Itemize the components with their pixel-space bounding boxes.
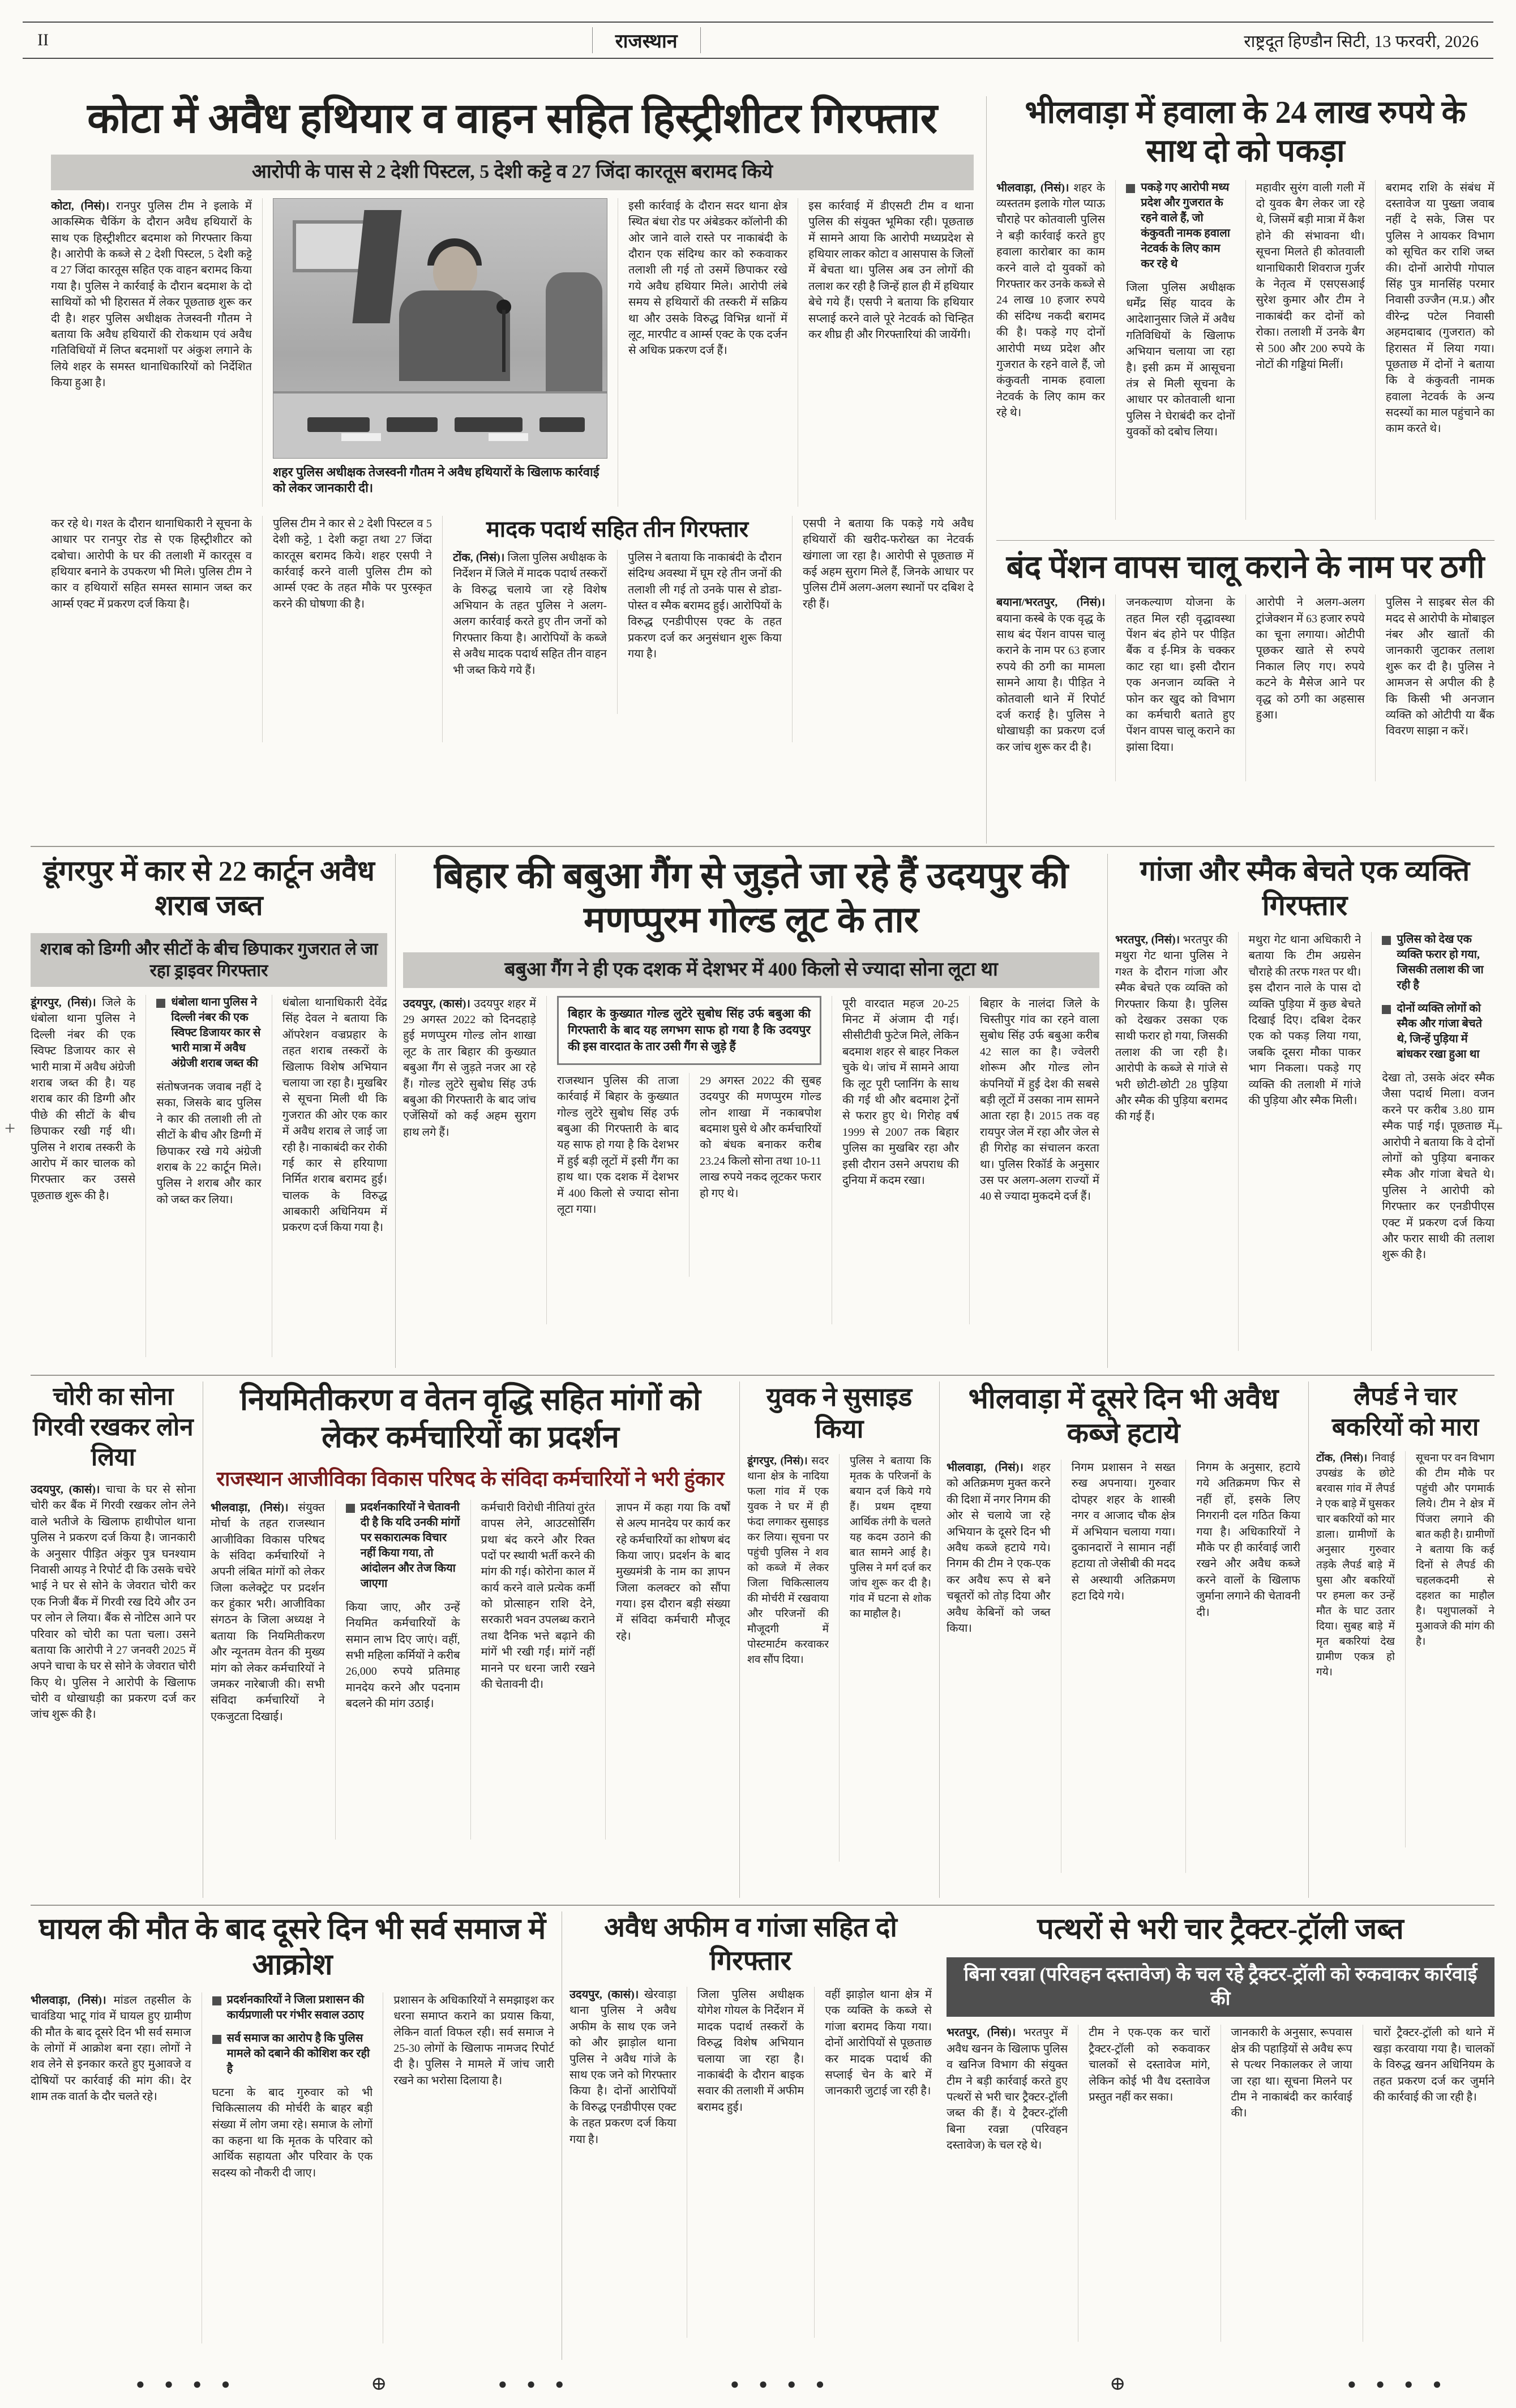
ganja-column-3 <box>1371 932 1494 1351</box>
kabje-headline: भीलवाड़ा में दूसरे दिन भी अवैध कब्जे हटाये <box>968 1383 1279 1449</box>
tractor-subhead-bar: बिना रवन्ना (परिवहन दस्तावेज) के चल रहे ट्रैक्टर-ट्रॉली को रुकवाकर कार्रवाई की <box>947 1957 1494 2017</box>
madak-headline: मादक पदार्थ सहित तीन गिरफ्तार <box>486 516 749 542</box>
babua-column-2b: 29 अगस्त 2022 की सुबह उदयपुर की मणप्पुरम गोल्ड लोन शाखा में नकाबपोश बदमाश घुसे थे और कर्मचारियों को बंधक बनाकर करीब 23.24 किलो सोना तथा 10-11 लाख रुपये नकद लूटकर फरार हो गए थे। <box>689 1073 821 1277</box>
hawala-column-2 <box>1115 180 1235 520</box>
aakrosh-column-1 <box>31 1992 191 2343</box>
column-divider <box>1308 1382 1309 1898</box>
tractor-headline: पत्थरों से भरी चार ट्रैक्टर-ट्रॉली जब्त <box>1037 1913 1404 1945</box>
leopard-column-2: सूचना पर वन विभाग की टीम मौके पर पहुंची और पगमार्क लिये। टीम ने क्षेत्र में पिंजरा लगाने की बात कही है। ग्रामीणों ने बताया कि कई दिनों से लैपर्ड की चहलकदमी से दहशत का माहौल है। पशुपालकों ने मुआवजे की मांग की है। <box>1405 1451 1494 1847</box>
hawala-column-1-text: शहर के व्यस्ततम इलाके गोल प्याऊ चौराहे पर कोतवाली पुलिस ने बड़ी कार्रवाई करते हुए हवाला कारोबार का काम करने वाले दो युवकों को गिरफ्तार कर उनके कब्जे से 24 लाख 10 हजार रुपये की संदिग्ध नकदी बरामद की है। पकड़े गए दोनों आरोपी मध्य प्रदेश और गुजरात के रहने वाले हैं, जो कंकुवती नामक हवाला नेटवर्क के लिए काम कर रहे थे। <box>996 181 1106 420</box>
crop-mark-left: + <box>5 1118 16 1139</box>
kota-column-4: इस कार्रवाई में डीएसटी टीम व थाना पुलिस की संयुक्त भूमिका रही। पूछताछ में सामने आया कि आरोपी मध्यप्रदेश से हथियार लाकर कोटा व आसपास के जिलों में बेचता था। पुलिस अब उन लोगों की तलाश कर रही है जिन्हें हाल ही में हथियार बेचे गये हैं। एसपी ने बताया कि हथियार सप्लाई करने वाले पूरे नेटवर्क को चिन्हित कर शीघ्र ही और गिरफ्तारियां की जायेंगी। <box>798 198 974 507</box>
leopard-column-1-text: निवाई उपखंड के छोटे बरवास गांव में लैपर्ड ने एक बाड़े में घुसकर चार बकरियों को मार डाला। ग्रामीणों के अनुसार गुरुवार तड़के लैपर्ड बाड़े में घुसा और बकरियों पर हमला कर उन्हें मौत के घाट उतार दिया। सुबह बाड़े में मृत बकरियां देख ग्रामीण एकत्र हो गये। <box>1316 1452 1395 1678</box>
square-bullet-icon <box>1382 936 1391 945</box>
pension-dateline: बयाना/भरतपुर, (निसं)। <box>996 596 1106 609</box>
dungarpur-highlight-text: धंबोला थाना पुलिस ने दिल्ली नंबर की एक स्विफ्ट डिजायर कार से भारी मात्रा में अवैध अंग्रेजी शराब जब्त की <box>171 996 261 1070</box>
suicide-headline: युवक ने सुसाइड किया <box>766 1383 913 1444</box>
edition-title: राजस्थान <box>592 27 701 53</box>
pension-columns <box>996 594 1494 781</box>
tractor-column-2: टीम ने एक-एक कर चारों ट्रैक्टर-ट्रॉली को रुकवाकर चालकों से दस्तावेज मांगे, लेकिन कोई भी वैध दस्तावेज प्रस्तुत नहीं कर सका। <box>1078 2025 1210 2342</box>
dungarpur-columns <box>31 995 387 1357</box>
article-sarv-samaj-aakrosh <box>31 1911 554 2360</box>
pradarshan-highlight-text: प्रदर्शनकारियों ने चेतावनी दी है कि यदि उनकी मांगों पर सकारात्मक विचार नहीं किया गया, तो आंदोलन और तेज किया जाएगा <box>360 1500 460 1590</box>
suicide-column-1 <box>747 1454 829 1862</box>
section-rule <box>31 1375 1494 1376</box>
article-leopard <box>1316 1382 1494 1898</box>
hawala-columns <box>996 180 1494 520</box>
pradarshan-dateline: भीलवाड़ा, (निसं)। <box>211 1501 298 1514</box>
photo-caption: शहर पुलिस अधीक्षक तेजस्वनी गौतम ने अवैध हथियारों के खिलाफ कार्रवाई को लेकर जानकारी दी। <box>273 464 599 495</box>
second-officer-figure <box>546 272 602 391</box>
afeem-column-1-text: खेरवाड़ा थाना पुलिस ने अवैध अफीम के साथ एक जने को और झाड़ोल थाना पुलिस ने अवैध गांजे के साथ एक जने को गिरफ्तार किया है। दोनों आरोपियों के विरुद्ध एनडीपीएस एक्ट के तहत प्रकरण दर्ज किया गया है। <box>569 1988 676 2146</box>
pradarshan-column-1-text: संयुक्त मोर्चा के तहत राजस्थान आजीविका विकास परिषद के संविदा कर्मचारियों ने अपनी लंबित मांगों को लेकर जिला कलेक्ट्रेट पर प्रदर्शन कर हुंकार भरी। आजीविका संगठन के जिला अध्यक्ष ने बताया कि नियमितीकरण और न्यूनतम वेतन की मुख्य मांग को लेकर कर्मचारियों ने जमकर नारेबाजी की। सभी संविदा कर्मचारियों ने एकजुटता दिखाई। <box>211 1501 325 1723</box>
registration-dots: ● ● ● ● <box>1347 2376 1450 2392</box>
tractor-column-1-text: भरतपुर में अवैध खनन के खिलाफ पुलिस व खनिज विभाग की संयुक्त टीम ने बड़ी कार्रवाई करते हुए पत्थरों से भरी चार ट्रैक्टर-ट्रॉली जब्त की हैं। ये ट्रैक्टर-ट्रॉली बिना रवन्ना (परिवहन दस्तावेज) के चल रहे थे। <box>947 2026 1068 2152</box>
pension-column-1 <box>996 594 1105 781</box>
aakrosh-column-2 <box>202 1992 373 2343</box>
dungarpur-dateline: डूंगरपुर, (निसं)। <box>31 996 102 1009</box>
kota-column-1 <box>51 198 252 507</box>
suicide-dateline: डूंगरपुर, (निसं)। <box>747 1455 812 1468</box>
seized-weapon-shape <box>387 417 438 432</box>
pension-column-2: जनकल्याण योजना के तहत मिल रही वृद्धावस्था पेंशन बंद होने पर पीड़ित बैंक व ई-मित्र के चक्कर काट रहा था। इसी दौरान एक अनजान व्यक्ति ने फोन कर खुद को विभाग का कर्मचारी बताते हुए पेंशन वापस चालू कराने का झांसा दिया। <box>1115 594 1235 781</box>
babua-highlight-box: बिहार के कुख्यात गोल्ड लुटेरे सुबोध सिंह उर्फ बबुआ की गिरफ्तारी के बाद यह लगभग साफ हो गया है कि उदयपुर की इस वारदात के तार उसी गैंग से जुड़े हैं <box>557 996 821 1065</box>
afeem-column-1 <box>569 1987 676 2338</box>
article-hawala <box>996 93 1494 532</box>
hawala-column-2-text: जिला पुलिस अधीक्षक धर्मेंद्र सिंह यादव के आदेशानुसार जिले में अवैध गतिविधियों के खिलाफ अभियान चलाया जा रहा है। इसी क्रम में आसूचना तंत्र से मिली सूचना के आधार पर कोतवाली थाना पुलिस ने घेराबंदी कर दोनों युवकों को दबोच लिया। <box>1126 281 1235 439</box>
leopard-headline: लैपर्ड ने चार बकरियों को मारा <box>1331 1383 1479 1441</box>
pradarshan-column-4: ज्ञापन में कहा गया कि वर्षों से अल्प मानदेय पर कार्य कर रहे कर्मचारियों का शोषण बंद किया जाए। प्रदर्शन के बाद मुख्यमंत्री के नाम का ज्ञापन जिला कलक्टर को सौंपा गया। इस दौरान बड़ी संख्या में संविदा कर्मचारी मौजूद रहे। <box>605 1500 730 1840</box>
square-bullet-icon <box>1382 1005 1391 1014</box>
hawala-column-1 <box>996 180 1105 520</box>
tractor-dateline: भरतपुर, (निसं)। <box>947 2026 1023 2039</box>
article-sona-loan <box>31 1382 196 1898</box>
ganja-dateline: भरतपुर, (निसं)। <box>1115 934 1183 946</box>
sona-body-text: चाचा के घर से सोना चोरी कर बैंक में गिरवी रखकर लोन लेने वाले भतीजे के खिलाफ हाथीपोल थाना पुलिस ने प्रकरण दर्ज किया है। जानकारी के अनुसार पीड़ित अंकुर पुत्र घनश्याम निवासी आयड़ ने रिपोर्ट दी कि उसके चचेरे भाई ने घर से सोने के जेवरात चोरी कर एक निजी बैंक में गिरवी रख दिये और उन पर लोन ले लिया। बैंक से नोटिस आने पर परिवार को चोरी का पता चला। उसने बताया कि आरोपी ने 27 जनवरी 2025 में अपने चाचा के घर से सोने के जेवरात चोरी किए थे। पुलिस ने आरोपी के खिलाफ चोरी व धोखाधड़ी का प्रकरण दर्ज कर जांच शुरू की है। <box>31 1483 196 1721</box>
square-bullet-icon <box>212 2035 221 2044</box>
ganja-highlight-2-text: दोनों व्यक्ति लोगों को स्मैक और गांजा बेचते थे, जिन्हें पुड़िया में बांधकर रखा हुआ था <box>1397 1002 1483 1060</box>
article-kota-weapons <box>51 93 974 844</box>
section-rule <box>31 1905 1494 1906</box>
kabje-column-3: निगम के अनुसार, हटाये गये अतिक्रमण फिर से नहीं हों, इसके लिए निगरानी दल गठित किया गया है। अधिकारियों ने मौके पर ही कार्रवाई जारी रखने और अवैध कब्जे करने वालों के खिलाफ जुर्माना लगाने की चेतावनी दी। <box>1185 1460 1300 1873</box>
section-rule <box>31 846 1494 847</box>
pradarshan-headline: नियमितीकरण व वेतन वृद्धि सहित मांगों को लेकर कर्मचारियों का प्रदर्शन <box>240 1383 701 1454</box>
masthead-date: राष्ट्रदूत हिण्डौन सिटी, 13 फरवरी, 2026 <box>1244 32 1479 51</box>
sona-body <box>31 1482 196 1855</box>
aakrosh-highlight-1 <box>212 1992 373 2023</box>
seized-weapon-shape <box>539 417 585 432</box>
dungarpur-subhead-bar: शराब को डिग्गी और सीटों के बीच छिपाकर गुजरात ले जा रहा ड्राइवर गिरफ्तार <box>31 933 387 987</box>
ganja-highlight-2 <box>1382 1001 1494 1062</box>
hawala-highlight <box>1126 180 1235 272</box>
seized-weapon-shape <box>307 417 370 432</box>
ganja-headline: गांजा और स्मैक बेचते एक व्यक्ति गिरफ्तार <box>1140 855 1470 921</box>
babua-column-1 <box>403 996 536 1324</box>
aakrosh-highlight-1-text: प्रदर्शनकारियों ने जिला प्रशासन की कार्यप्रणाली पर गंभीर सवाल उठाए <box>226 1993 365 2021</box>
article-suicide <box>747 1382 931 1898</box>
square-bullet-icon <box>156 999 165 1008</box>
pension-column-4: पुलिस ने साइबर सेल की मदद से आरोपी के मोबाइल नंबर और खातों की जानकारी जुटाकर तलाश शुरू कर दी है। पुलिस ने आमजन से अपील की है कि किसी भी अनजान व्यक्ति को ओटीपी या बैंक विवरण साझा न करें। <box>1375 594 1494 781</box>
hawala-column-4: बरामद राशि के संबंध में दस्तावेज या पुख्ता जवाब नहीं दे सके, जिस पर पुलिस ने आयकर विभाग को सूचित कर राशि जब्त की। दोनों आरोपी गोपाल सिंह पुत्र मानसिंह परमार निवासी उज्जैन (म.प्र.) और वीरेन्द्र पटेल निवासी अहमदाबाद (गुजरात) को हिरासत में लिया गया। पूछताछ में दोनों ने बताया कि वे कंकुवती नामक हवाला नेटवर्क के अन्य सदस्यों का माल पहुंचाने का काम करते थे। <box>1375 180 1494 520</box>
afeem-dateline: उदयपुर, (कासं)। <box>569 1988 644 2001</box>
kota-photo-block <box>262 198 607 507</box>
pension-headline: बंद पेंशन वापस चालू कराने के नाम पर ठगी <box>1006 550 1485 585</box>
afeem-headline: अवैध अफीम व गांजा सहित दो गिरफ्तार <box>604 1913 897 1976</box>
kabje-dateline: भीलवाड़ा, (निसं)। <box>947 1461 1033 1474</box>
kota-dateline: कोटा, (निसं)। <box>51 199 116 212</box>
wall-frame-shape <box>293 220 366 272</box>
kota-column-3: इसी कार्रवाई के दौरान सदर थाना क्षेत्र स्थित बंधा रोड पर अंबेडकर कॉलोनी की ओर जाने वाले रास्ते पर नाकाबंदी के दौरान एक संदिग्ध कार को रुकवाकर तलाशी ली गई तो उसमें छिपाकर रखे गये अवैध हथियार मिले। आरोपी लंबे समय से हथियारों की तस्करी में सक्रिय था और उसके विरुद्ध विभिन्न थानों में लूट, मारपीट व आर्म्स एक्ट के एक दर्जन से अधिक प्रकरण दर्ज हैं। <box>618 198 787 507</box>
press-photo <box>273 198 607 459</box>
ganja-column-3-text: देखा तो, उसके अंदर स्मैक जैसा पदार्थ मिला। वजन करने पर करीब 3.80 ग्राम स्मैक पाई गई। पूछताछ में आरोपी ने बताया कि वे दोनों लोगों को पुड़िया बनाकर स्मैक और गांजा बेचते थे। पुलिस ने आरोपी को गिरफ्तार कर एनडीपीएस एक्ट में प्रकरण दर्ज किया और फरार साथी की तलाश शुरू की है। <box>1382 1072 1494 1261</box>
microphone-stand-shape <box>502 310 506 372</box>
dungarpur-column-1 <box>31 995 135 1357</box>
registration-dots: ● ● ● ● <box>730 2376 833 2392</box>
madak-column-1 <box>453 550 607 714</box>
leopard-column-1 <box>1316 1451 1395 1847</box>
paper-shape <box>341 433 381 441</box>
pradarshan-columns <box>211 1500 730 1840</box>
dungarpur-column-2 <box>145 995 261 1357</box>
tractor-columns <box>947 2025 1494 2342</box>
kabje-column-2: निगम प्रशासन ने सख्त रुख अपनाया। गुरुवार दोपहर शहर के शास्त्री नगर व आजाद चौक क्षेत्र में अभियान चलाया गया। दुकानदारों ने सामान नहीं हटाया तो जेसीबी की मदद से अस्थायी अतिक्रमण हटा दिये गये। <box>1061 1460 1176 1873</box>
babua-subhead-bar: बबुआ गैंग ने ही एक दशक में देशभर में 400 किलो से ज्यादा सोना लूटा था <box>403 952 1099 988</box>
dungarpur-column-2-text: संतोषजनक जवाब नहीं दे सका, जिसके बाद पुलिस ने कार की तलाशी ली तो सीटों के बीच और डिग्गी में छिपाकर रखे गये अंग्रेजी शराब के 22 कार्टून मिले। पुलिस ने शराब और कार को जब्त कर लिया। <box>156 1081 262 1206</box>
babua-headline: बिहार की बबुआ गैंग से जुड़ते जा रहे हैं उदयपुर की मणप्पुरम गोल्ड लूट के तार <box>434 856 1069 940</box>
madak-column-2: पुलिस ने बताया कि नाकाबंदी के दौरान संदिग्ध अवस्था में घूम रहे तीन जनों की तलाशी ली गई तो उनके पास से डोडा-पोस्त व स्मैक बरामद हुई। आरोपियों के विरुद्ध एनडीपीएस एक्ट के तहत प्रकरण दर्ज कर अनुसंधान शुरू किया गया है। <box>617 550 782 714</box>
madak-dateline: टोंक, (निसं)। <box>453 551 508 564</box>
pradarshan-subhead: राजस्थान आजीविका विकास परिषद के संविदा कर्मचारियों ने भरी हुंकार <box>216 1467 725 1490</box>
tractor-column-1 <box>947 2025 1068 2342</box>
registration-crosshair-icon: ⊕ <box>1110 2373 1126 2394</box>
babua-column-1-text: उदयपुर शहर में 29 अगस्त 2022 को दिनदहाड़े हुई मणप्पुरम गोल्ड लोन शाखा लूट के तार बिहार की कुख्यात बबुआ गैंग से जुड़ते नजर आ रहे हैं। गोल्ड लुटेरे सुबोध सिंह उर्फ बबुआ की गिरफ्तारी के बाद जांच एजेंसियों को कई अहम सुराग हाथ लगे हैं। <box>403 997 536 1139</box>
column-divider <box>939 1382 940 1898</box>
babua-dateline: उदयपुर, (कासं)। <box>403 997 474 1010</box>
babua-column-5: बिहार के नालंदा जिले के चिस्तीपुर गांव का रहने वाला सुबोध सिंह उर्फ बबुआ करीब 42 साल का है। ज्वेलरी शोरूम और गोल्ड लोन कंपनियों में हुई देश की सबसे बड़ी लूटों में उसका नाम सामने आता रहा है। 2015 तक वह रायपुर जेल में रहा और जेल से ही गिरोह का संचालन करता था। पुलिस रिकॉर्ड के अनुसार उस पर अलग-अलग राज्यों में 40 से ज्यादा मुकदमे दर्ज हैं। <box>969 996 1099 1324</box>
aakrosh-column-1-text: मांडल तहसील के चावंडिया भाटू गांव में घायल हुए ग्रामीण की मौत के बाद दूसरे दिन भी सर्व समाज के लोगों में आक्रोश बना रहा। लोगों ने शव लेने से इनकार करते हुए मुआवजे व दोषियों पर कार्रवाई की मांग की। देर शाम तक वार्ता के दौर चलते रहे। <box>31 1994 191 2103</box>
pension-column-3: आरोपी ने अलग-अलग ट्रांजेक्शन में 63 हजार रुपये का चूना लगाया। ओटीपी पूछकर खाते से रुपये निकाल लिए गए। रुपये कटने के मैसेज आने पर वृद्ध को ठगी का अहसास हुआ। <box>1245 594 1365 781</box>
article-pension-thagi <box>996 548 1494 844</box>
article-babua-gang <box>403 854 1099 1368</box>
registration-dots: ● ● ● ● <box>136 2376 238 2392</box>
seized-weapon-shape <box>455 417 523 432</box>
aakrosh-dateline: भीलवाड़ा, (निसं)। <box>31 1994 114 2007</box>
square-bullet-icon <box>1126 184 1135 193</box>
babua-middle-columns <box>557 1073 821 1277</box>
aakrosh-headline: घायल की मौत के बाद दूसरे दिन भी सर्व समाज में आक्रोश <box>38 1913 546 1982</box>
square-bullet-icon <box>212 1996 221 2005</box>
ganja-highlight-1 <box>1382 932 1494 993</box>
afeem-columns <box>569 1987 932 2338</box>
kota-column-1-text: रानपुर पुलिस टीम ने इलाके में आकस्मिक चैकिंग के दौरान अवैध हथियारों के साथ एक हिस्ट्रीशीटर बदमाश को गिरफ्तार किया है। आरोपी के कब्जे से 2 देशी पिस्टल, 5 देशी कट्टे व 27 जिंदा कारतूस सहित एक वाहन बरामद किया गया है। पुलिस ने कार्रवाई के दौरान बदमाश के दो साथियों को भी हिरासत में लेकर पूछताछ शुरू कर दी है। शहर पुलिस अधीक्षक तेजस्वनी गौतम ने बताया कि अवैध हथियारों की रोकथाम एवं अवैध गतिविधियों में लिप्त बदमाशों पर अंकुश लगाने के लिये शहर के समस्त थानाधिकारियों को निर्देशित किया हुआ है। <box>51 199 252 390</box>
kabje-columns <box>947 1460 1300 1873</box>
leopard-columns <box>1316 1451 1494 1847</box>
kota-column-7: एसपी ने बताया कि पकड़े गये अवैध हथियारों की खरीद-फरोख्त का नेटवर्क खंगाला जा रहा है। आरोपी से पूछताछ में कई अहम सुराग मिले हैं, जिनके आधार पर पुलिस टीमें अलग-अलग स्थानों पर दबिश दे रही हैं। <box>792 516 974 742</box>
pension-column-1-text: बयाना कस्बे के एक वृद्ध के साथ बंद पेंशन वापस चालू कराने के नाम पर 63 हजार रुपये की ठगी का मामला सामने आया है। पीड़ित ने कोतवाली थाने में रिपोर्ट दर्ज कराई है। पुलिस ने धोखाधड़ी का प्रकरण दर्ज कर जांच शुरू कर दी है। <box>996 612 1106 754</box>
article-karmchari-pradarshan <box>211 1382 730 1898</box>
officer-figure <box>399 290 510 381</box>
tractor-column-3: जानकारी के अनुसार, रूपवास क्षेत्र की पहाड़ियों से अवैध रूप से पत्थर निकालकर ले जाया जा रहा था। सूचना मिलने पर टीम ने नाकाबंदी कर कार्रवाई की। <box>1220 2025 1352 2342</box>
article-kabje-hataye <box>947 1382 1300 1898</box>
kabje-column-1-text: शहर को अतिक्रमण मुक्त करने की दिशा में नगर निगम की ओर से चलाये जा रहे अभियान के दूसरे दिन भी अवैध कब्जे हटाये गये। निगम की टीम ने एक-एक कर अवैध रूप से बने चबूतरों को तोड़ दिया और अवैध केबिनों को जब्त किया। <box>947 1461 1051 1635</box>
aakrosh-highlight-2 <box>212 2031 373 2077</box>
kota-column-6: पुलिस टीम ने कार से 2 देशी पिस्टल व 5 देशी कट्टे, 1 देशी कट्टा तथा 27 जिंदा कारतूस बरामद किये। शहर एसपी ने कार्रवाई करने वाली पुलिस टीम को आर्म्स एक्ट के तहत मौके पर पुरस्कृत करने की घोषणा की है। <box>262 516 432 742</box>
suicide-column-2: पुलिस ने बताया कि मृतक के परिजनों के बयान दर्ज किये गये हैं। प्रथम दृष्टया आर्थिक तंगी के चलते यह कदम उठाने की बात सामने आई है। पुलिस ने मर्ग दर्ज कर जांच शुरू कर दी है। गांव में घटना से शोक का माहौल है। <box>839 1454 931 1862</box>
leopard-dateline: टोंक, (निसं)। <box>1316 1452 1372 1465</box>
aakrosh-column-3: प्रशासन के अधिकारियों ने समझाइश कर धरना समाप्त कराने का प्रयास किया, लेकिन वार्ता विफल रही। सर्व समाज ने 25-30 लोगों के खिलाफ नामजद रिपोर्ट दी है। पुलिस ने मामले में जांच जारी रखने का भरोसा दिलाया है। <box>383 1992 554 2343</box>
subarticle-madak-padarth <box>442 516 782 742</box>
tractor-column-4: चारों ट्रैक्टर-ट्रॉली को थाने में खड़ा करवाया गया है। चालकों के विरुद्ध खनन अधिनियम के तहत प्रकरण दर्ज कर जुर्माने की कार्रवाई की जा रही है। <box>1363 2025 1494 2342</box>
crop-mark-right: + <box>1492 1118 1504 1139</box>
kota-row-2 <box>51 516 974 742</box>
ganja-column-2: मथुरा गेट थाना अधिकारी ने बताया कि टीम अग्रसेन चौराहे की तरफ गश्त पर थी। इस दौरान नाले के पास दो व्यक्ति पुड़िया में कुछ बेचते दिखाई दिए। दबिश देकर एक को पकड़ लिया गया, जबकि दूसरा मौका पाकर भाग निकला। पकड़े गए व्यक्ति की तलाशी में गांजे की पुड़िया और स्मैक मिली। <box>1238 932 1361 1351</box>
babua-columns <box>403 996 1099 1324</box>
kota-row-1 <box>51 198 974 507</box>
kota-headline: कोटा में अवैध हथियार व वाहन सहित हिस्ट्रीशीटर गिरफ्तार <box>87 96 937 142</box>
column-divider <box>1107 854 1108 1368</box>
article-tractor-trolley <box>947 1911 1494 2360</box>
article-afeem-ganja <box>569 1911 932 2360</box>
ganja-column-1 <box>1115 932 1228 1351</box>
page-number: II <box>37 31 49 49</box>
pradarshan-highlight <box>346 1500 460 1592</box>
aakrosh-columns <box>31 1992 554 2343</box>
column-divider <box>739 1382 740 1898</box>
column-divider <box>395 854 396 1368</box>
pradarshan-column-2 <box>335 1500 460 1840</box>
ganja-column-1-text: भरतपुर की मथुरा गेट थाना पुलिस ने गश्त के दौरान गांजा और स्मैक बेचते एक व्यक्ति को गिरफ्तार किया है। पुलिस को देखकर उसका एक साथी फरार हो गया, जिसकी तलाश की जा रही है। आरोपी के कब्जे से गांजे से भरी छोटी-छोटी 28 पुड़िया और स्मैक की पुड़िया बरामद की गई हैं। <box>1115 934 1228 1123</box>
kota-column-5: कर रहे थे। गश्त के दौरान थानाधिकारी ने सूचना के आधार पर रानपुर रोड से एक हिस्ट्रीशीटर को दबोचा। आरोपी के घर की तलाशी में कारतूस व हथियार बनाने के उपकरण भी मिले। पुलिस टीम ने कार व हथियारों सहित समस्त सामान जब्त कर आर्म्स एक्ट में प्रकरण दर्ज किया है। <box>51 517 252 610</box>
paper-shape <box>489 433 528 441</box>
babua-middle-wrap <box>546 996 821 1324</box>
dungarpur-highlight <box>156 995 261 1071</box>
section-rule <box>996 540 1494 541</box>
article-ganja-smack <box>1115 854 1494 1368</box>
suicide-columns <box>747 1454 931 1862</box>
babua-column-4: पूरी वारदात महज 20-25 मिनट में अंजाम दी गई। सीसीटीवी फुटेज मिले, लेकिन बदमाश शहर से बाहर निकल चुके थे। जांच में सामने आया कि लूट पूरी प्लानिंग के साथ की गई थी और बदमाश ट्रेनों से फरार हुए थे। गिरोह वर्ष 1999 से 2007 तक बिहार पुलिस का मुखबिर रहा और इसी दौरान उसने अपराध की दुनिया में कदम रखा। <box>832 996 959 1324</box>
pradarshan-column-2-text: किया जाए, और उन्हें नियमित कर्मचारियों के समान लाभ दिए जाएं। वहीं, सभी महिला कर्मियों ने करीब 26,000 रुपये प्रतिमाह मानदेय करने और पदनाम बदलने की मांग उठाई। <box>345 1601 460 1710</box>
kota-subhead-bar: आरोपी के पास से 2 देशी पिस्टल, 5 देशी कट्टे व 27 जिंदा कारतूस बरामद किये <box>51 155 974 190</box>
afeem-column-2: जिला पुलिस अधीक्षक योगेश गोयल के निर्देशन में मादक पदार्थ तस्करों के विरुद्ध विशेष अभियान चलाया जा रहा है। नाकाबंदी के दौरान बाइक सवार की तलाशी में अफीम बरामद हुई। <box>687 1987 804 2338</box>
babua-column-2a: राजस्थान पुलिस की ताजा कार्रवाई में बिहार के कुख्यात गोल्ड लुटेरे सुबोध सिंह उर्फ बबुआ की गिरफ्तारी के बाद यह साफ हो गया है कि देशभर में हुई बड़ी लूटों में इसी गैंग का हाथ था। एक दशक में देशभर में 400 किलो से ज्यादा सोना लूटा गया। <box>557 1074 679 1216</box>
pradarshan-column-1 <box>211 1500 325 1840</box>
ganja-highlight-1-text: पुलिस को देख एक व्यक्ति फरार हो गया, जिसकी तलाश की जा रही है <box>1397 933 1484 991</box>
pradarshan-column-3: कर्मचारी विरोधी नीतियां तुरंत वापस लेने, आउटसोर्सिंग प्रथा बंद करने और रिक्त पदों पर स्थायी भर्ती करने की मांग की गई। कोरोना काल में कार्य करने वाले प्रत्येक कर्मी को प्रोत्साहन राशि देने, सरकारी भवन उपलब्ध कराने तथा दैनिक भत्ते बढ़ाने की मांगें भी रखी गईं। मांगें नहीं मानने पर धरना जारी रखने की चेतावनी दी। <box>470 1500 596 1840</box>
sona-dateline: उदयपुर, (कासं)। <box>31 1483 106 1496</box>
aakrosh-highlight-2-text: सर्व समाज का आरोप है कि पुलिस मामले को दबाने की कोशिश कर रही है <box>226 2031 370 2075</box>
registration-crosshair-icon: ⊕ <box>371 2373 387 2394</box>
dungarpur-column-3: धंबोला थानाधिकारी देवेंद्र सिंह देवल ने बताया कि ऑपरेशन वज्रप्रहार के तहत शराब तस्करों के खिलाफ विशेष अभियान चलाया जा रहा है। मुखबिर से सूचना मिली थी कि गुजरात की ओर एक कार में अवैध शराब ले जाई जा रही है। नाकाबंदी कर रोकी गई कार से हरियाणा निर्मित शराब बरामद हुई। चालक के विरुद्ध आबकारी अधिनियम में प्रकरण दर्ज किया गया है। <box>272 995 387 1357</box>
masthead <box>23 22 1493 59</box>
dungarpur-headline: डूंगरपुर में कार से 22 कार्टून अवैध शराब जब्त <box>43 855 375 921</box>
dungarpur-column-1-text: जिले के धंबोला थाना पुलिस ने दिल्ली नंबर की एक स्विफ्ट डिजायर कार से भारी मात्रा में अवैध अंग्रेजी शराब जब्त की है। यह शराब कार की डिग्गी और पीछे की सीटों के बीच छिपाकर रखी गई थी। पुलिस ने शराब तस्करी के आरोप में कार चालक को गिरफ्तार कर उससे पूछताछ शुरू की है। <box>31 996 136 1202</box>
square-bullet-icon <box>346 1504 355 1513</box>
kabje-column-1 <box>947 1460 1051 1873</box>
afeem-column-3: वहीं झाड़ोल थाना क्षेत्र में एक व्यक्ति के कब्जे से गांजा बरामद किया गया। दोनों आरोपियों से पूछताछ कर मादक पदार्थ की सप्लाई चेन के बारे में जानकारी जुटाई जा रही है। <box>814 1987 932 2338</box>
ganja-columns <box>1115 932 1494 1351</box>
madak-column-1-text: जिला पुलिस अधीक्षक के निर्देशन में जिले में मादक पदार्थ तस्करों के विरुद्ध चलाये जा रहे विशेष अभियान के तहत पुलिस ने अलग-अलग कार्रवाई करते हुए तीन जनों को गिरफ्तार किया है। आरोपियों के कब्जे से अवैध मादक पदार्थ सहित तीन वाहन भी जब्त किये गये हैं। <box>453 551 607 677</box>
hawala-headline: भीलवाड़ा में हवाला के 24 लाख रुपये के साथ दो को पकड़ा <box>1025 95 1466 169</box>
madak-columns <box>453 550 782 714</box>
suicide-column-1-text: सदर थाना क्षेत्र के नादिया फला गांव में एक युवक ने घर में ही फंदा लगाकर सुसाइड कर लिया। सूचना पर पहुंची पुलिस ने शव को कब्जे में लेकर जिला चिकित्सालय की मोर्चरी में रखवाया और परिजनों की मौजूदगी में पोस्टमार्टम करवाकर शव सौंप दिया। <box>747 1455 829 1666</box>
registration-dots: ● ● ● <box>498 2376 572 2392</box>
article-dungarpur-liquor <box>31 854 387 1368</box>
aakrosh-column-2-text: घटना के बाद गुरुवार को भी चिकित्सालय की मोर्चरी के बाहर बड़ी संख्या में लोग जमा रहे। समाज के लोगों का कहना था कि मृतक के परिवार को आर्थिक सहायता और परिवार के एक सदस्य को नौकरी दी जाए। <box>212 2086 373 2179</box>
hawala-column-3: महावीर सुरंग वाली गली में दो युवक बैग लेकर जा रहे थे, जिसमें बड़ी मात्रा में कैश होने की संभावना थी। सूचना मिलते ही कोतवाली थानाधिकारी शिवराज गुर्जर के नेतृत्व में एसएसआई सुरेश कुमार और टीम ने नाकाबंदी कर दोनों को रोका। तलाशी में उनके बैग से 500 और 200 रुपये के नोटों की गड्डियां मिलीं। <box>1245 180 1365 520</box>
hawala-highlight-text: पकड़े गए आरोपी मध्य प्रदेश और गुजरात के रहने वाले हैं, जो कंकुवती नामक हवाला नेटवर्क के लिए काम कर रहे थे <box>1141 181 1230 270</box>
sona-headline: चोरी का सोना गिरवी रखकर लोन लिया <box>33 1383 194 1472</box>
column-divider <box>986 96 987 844</box>
hawala-dateline: भीलवाड़ा, (निसं)। <box>996 181 1074 194</box>
